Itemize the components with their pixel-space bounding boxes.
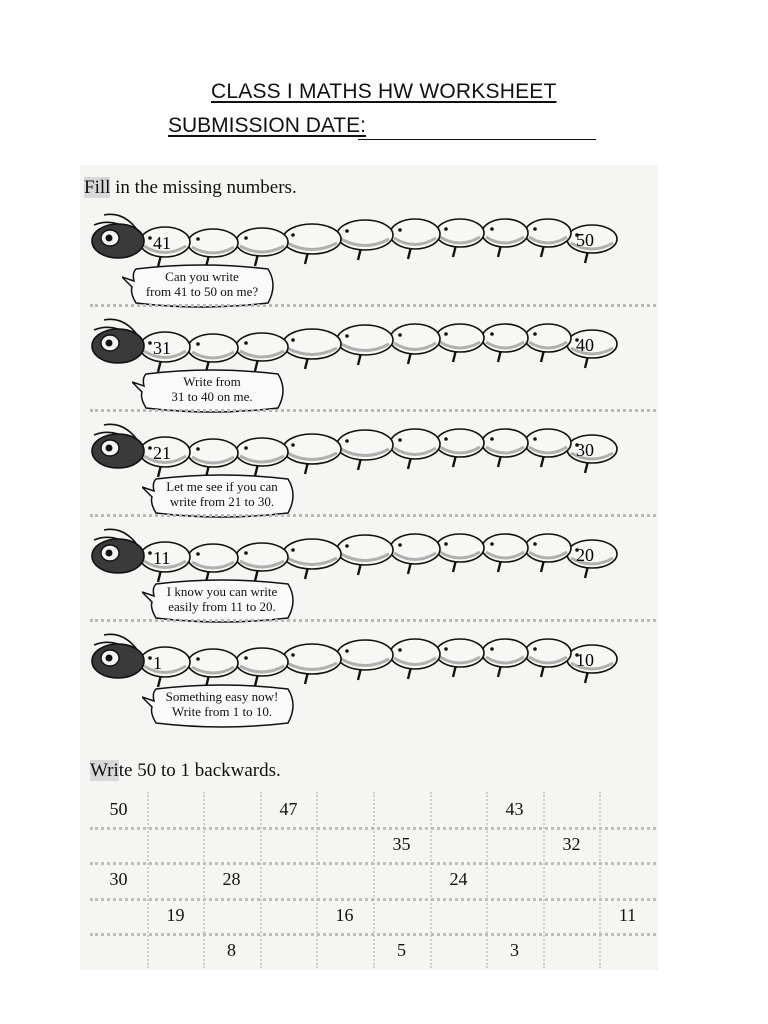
segment-dot [533, 542, 537, 546]
segment-dot [291, 653, 295, 657]
caterpillar-last-number: 50 [576, 230, 594, 250]
grid-number: 47 [279, 799, 298, 819]
grid-blank-cell[interactable] [147, 933, 204, 968]
grid-blank-cell[interactable] [260, 862, 317, 897]
segment-dot [345, 439, 349, 443]
grid-blank-cell[interactable] [599, 792, 656, 827]
grid-number: 43 [505, 799, 524, 819]
dotted-separator [90, 514, 656, 517]
segment-dot [533, 647, 537, 651]
grid-blank-cell[interactable] [373, 862, 430, 897]
grid-blank-cell[interactable] [486, 862, 543, 897]
grid-blank-cell[interactable] [543, 792, 600, 827]
segment-dot [398, 648, 402, 652]
dotted-separator [90, 409, 656, 412]
grid-number: 3 [510, 940, 519, 960]
speech-bubble-text: Can you write from 41 to 50 on me? [145, 269, 259, 299]
submission-date-blank [358, 139, 596, 140]
segment-dot [244, 341, 248, 345]
grid-number: 19 [166, 905, 185, 925]
segment-dot [291, 233, 295, 237]
grid-number: 50 [109, 799, 128, 819]
submission-date-label: SUBMISSION DATE: [168, 114, 366, 137]
grid-blank-cell[interactable] [316, 862, 373, 897]
segment-dot [345, 229, 349, 233]
segment-dot [148, 551, 152, 555]
grid-blank-cell[interactable] [543, 933, 600, 968]
grid-blank-cell[interactable] [543, 898, 600, 933]
caterpillar-last-number: 30 [576, 440, 594, 460]
segment-dot [196, 657, 200, 661]
pupil [106, 340, 113, 347]
segment-dot [148, 446, 152, 450]
grid-number: 28 [222, 869, 241, 889]
segment-dot [398, 543, 402, 547]
caterpillar-last-number: 10 [576, 650, 594, 670]
worksheet-title: CLASS I MATHS HW WORKSHEET [211, 80, 557, 103]
dotted-separator [90, 304, 656, 307]
grid-number: 35 [392, 834, 411, 854]
segment-dot [244, 236, 248, 240]
speech-bubble-text: I know you can write easily from 11 to 20. [166, 584, 278, 614]
grid-number: 24 [449, 869, 468, 889]
segment-dot [444, 542, 448, 546]
instruction-text: te 50 to 1 backwards. [118, 760, 281, 781]
dotted-separator [90, 619, 656, 622]
grid-blank-cell[interactable] [203, 792, 260, 827]
segment-dot [533, 227, 537, 231]
segment-dot [398, 333, 402, 337]
segment-dot [345, 544, 349, 548]
grid-number: 8 [227, 940, 236, 960]
grid-blank-cell[interactable] [260, 933, 317, 968]
grid-number: 32 [562, 834, 581, 854]
grid-blank-cell[interactable] [430, 898, 487, 933]
segment-dot [345, 334, 349, 338]
grid-blank-cell[interactable] [430, 933, 487, 968]
segment-dot [291, 338, 295, 342]
speech-bubble-text: Let me see if you can write from 21 to 30. [166, 479, 278, 509]
segment-dot [196, 447, 200, 451]
grid-number: 30 [109, 869, 128, 889]
pupil [106, 655, 113, 662]
backwards-number-grid [90, 792, 656, 968]
caterpillar-last-number: 20 [576, 545, 594, 565]
grid-number: 11 [618, 905, 637, 925]
segment-dot [244, 656, 248, 660]
segment-dot [490, 227, 494, 231]
grid-blank-cell[interactable] [373, 792, 430, 827]
grid-blank-cell[interactable] [316, 933, 373, 968]
grid-blank-cell[interactable] [147, 862, 204, 897]
segment-dot [398, 438, 402, 442]
segment-dot [196, 237, 200, 241]
segment-dot [398, 228, 402, 232]
backwards-instruction [90, 760, 281, 782]
segment-dot [490, 437, 494, 441]
grid-blank-cell[interactable] [203, 827, 260, 862]
pupil [106, 235, 113, 242]
segment-dot [444, 647, 448, 651]
speech-bubble-text: Something easy now! Write from 1 to 10. [165, 689, 279, 719]
grid-number: 5 [397, 940, 406, 960]
segment-dot [490, 647, 494, 651]
caterpillar-first-number: 21 [153, 443, 171, 463]
grid-blank-cell[interactable] [90, 933, 147, 968]
segment-dot [490, 332, 494, 336]
caterpillar-first-number: 41 [153, 233, 171, 253]
grid-blank-cell[interactable] [373, 898, 430, 933]
pupil [106, 445, 113, 452]
segment-dot [196, 552, 200, 556]
grid-blank-cell[interactable] [260, 898, 317, 933]
segment-dot [196, 342, 200, 346]
segment-dot [291, 443, 295, 447]
segment-dot [291, 548, 295, 552]
segment-dot [148, 341, 152, 345]
grid-blank-cell[interactable] [543, 862, 600, 897]
instruction-highlight: Fill [84, 177, 111, 198]
segment-dot [244, 551, 248, 555]
segment-dot [244, 446, 248, 450]
instruction-text: in the missing numbers. [110, 177, 297, 198]
instruction-highlight: Wri [90, 760, 119, 781]
grid-blank-cell[interactable] [599, 827, 656, 862]
grid-blank-cell[interactable] [599, 862, 656, 897]
speech-bubble [142, 683, 302, 731]
grid-blank-cell[interactable] [147, 792, 204, 827]
segment-dot [533, 332, 537, 336]
pupil [106, 550, 113, 557]
grid-number: 16 [335, 905, 354, 925]
grid-blank-cell[interactable] [90, 898, 147, 933]
segment-dot [148, 656, 152, 660]
grid-blank-cell[interactable] [90, 827, 147, 862]
segment-dot [444, 437, 448, 441]
segment-dot [444, 227, 448, 231]
segment-dot [148, 236, 152, 240]
grid-blank-cell[interactable] [430, 792, 487, 827]
caterpillar-first-number: 11 [153, 548, 171, 568]
grid-blank-cell[interactable] [316, 792, 373, 827]
fill-instruction [84, 177, 297, 199]
caterpillar-last-number: 40 [576, 335, 594, 355]
grid-blank-cell[interactable] [203, 898, 260, 933]
caterpillar-first-number: 31 [153, 338, 171, 358]
grid-blank-cell[interactable] [430, 827, 487, 862]
caterpillar-first-number: 1 [153, 653, 162, 673]
grid-blank-cell[interactable] [486, 827, 543, 862]
grid-blank-cell[interactable] [260, 827, 317, 862]
speech-bubble-text: Write from 31 to 40 on me. [171, 374, 253, 404]
segment-dot [533, 437, 537, 441]
grid-blank-cell[interactable] [599, 933, 656, 968]
segment-dot [444, 332, 448, 336]
segment-dot [490, 542, 494, 546]
segment-dot [345, 649, 349, 653]
grid-blank-cell[interactable] [316, 827, 373, 862]
grid-blank-cell[interactable] [147, 827, 204, 862]
grid-blank-cell[interactable] [486, 898, 543, 933]
